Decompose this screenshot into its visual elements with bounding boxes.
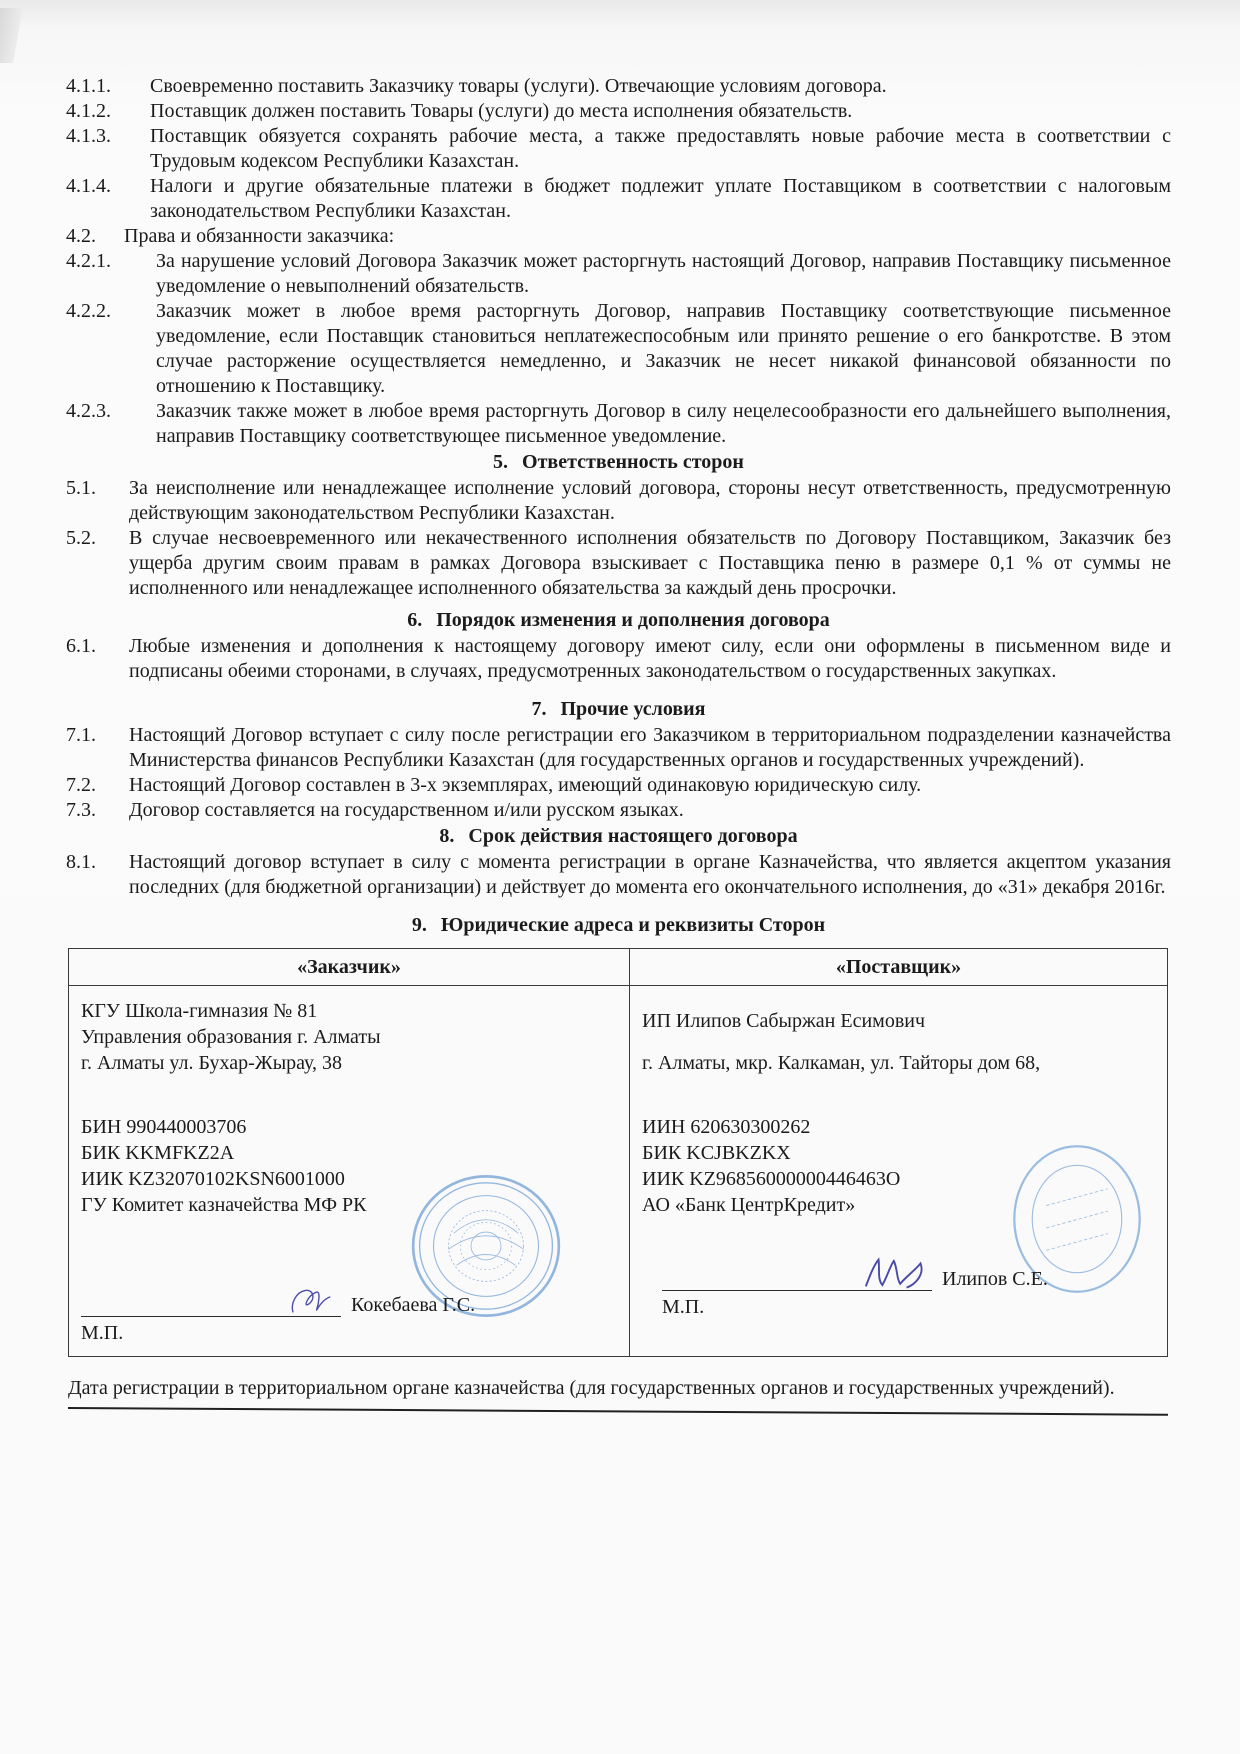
supplier-seal-label: М.П. (662, 1296, 705, 1318)
section-title: Срок действия настоящего договора (468, 825, 798, 847)
supplier-iik: ИИК KZ96856000000446463О (642, 1168, 901, 1190)
customer-signature-line (81, 1316, 341, 1317)
clause-number: 4.1.1. (66, 75, 111, 97)
section-heading-6 (66, 608, 1171, 633)
supplier-signature-line (662, 1290, 932, 1291)
clause-number: 6.1. (66, 635, 96, 657)
clause-4-1-1 (66, 74, 1171, 99)
clause-4-1-3 (66, 124, 1171, 174)
customer-body (69, 986, 629, 1356)
clause-text: За нарушение условий Договора Заказчик может расторгнуть настоящий Договор, направив Поставщику письменное уведомление о невыполнений обязательств. (156, 250, 1171, 297)
supplier-signature-scribble (862, 1256, 932, 1290)
clause-number: 4.1.2. (66, 100, 111, 122)
customer-header: «Заказчик» (69, 949, 629, 986)
clause-4-1-4 (66, 174, 1171, 224)
clause-text: Настоящий Договор составлен в 3-х экземплярах, имеющий одинаковую юридическую силу. (129, 774, 922, 796)
clause-text: Договор составляется на государственном и/или русском языках. (129, 799, 684, 821)
clause-number: 8.1. (66, 851, 96, 873)
supplier-bank-block (642, 1114, 1155, 1218)
clause-7-3 (66, 798, 1171, 823)
customer-name-block (81, 998, 617, 1076)
section-title: Прочие условия (560, 698, 706, 720)
clause-4-2-3 (66, 399, 1171, 449)
clause-number: 7.3. (66, 799, 96, 821)
page-fold-shadow (0, 8, 28, 63)
clause-4-2-1 (66, 249, 1171, 299)
customer-bank-block (81, 1114, 617, 1218)
clause-7-2 (66, 773, 1171, 798)
clause-text: Заказчик также может в любое время расторгнуть Договор в силу нецелесообразности его дальнейшего выполнения, направив Поставщику соответствующее письменное уведомление. (156, 400, 1171, 447)
clause-text: Любые изменения и дополнения к настоящему договору имеют силу, если они оформлены в письменном виде и подписаны обеими сторонами, в случаях, предусмотренных законодательством о государственных закупках. (129, 635, 1171, 682)
section-title: Юридические адреса и реквизиты Сторон (440, 914, 826, 936)
registration-date-line (68, 1407, 1168, 1416)
section-title: Ответственность сторон (522, 451, 744, 473)
clause-number: 5.1. (66, 477, 96, 499)
section-heading-8 (66, 824, 1171, 849)
clause-5-2 (66, 526, 1171, 601)
section-number: 8. (439, 825, 455, 847)
clause-7-1 (66, 723, 1171, 773)
customer-column (69, 949, 630, 1356)
clause-text: Налоги и другие обязательные платежи в бюджет подлежит уплате Поставщиком в соответствии с налоговым законодательством Республики Казахстан. (150, 175, 1171, 222)
customer-iik: ИИК KZ32070102KSN6001000 (81, 1168, 345, 1190)
customer-signature-scribble (281, 1286, 341, 1316)
clause-6-1 (66, 634, 1171, 684)
treasury-registration-note: Дата регистрации в территориальном органе казначейства (для государственных органов и государственных учреждений). (68, 1377, 1115, 1399)
clause-number: 4.2. (66, 225, 96, 247)
clause-text: Заказчик может в любое время расторгнуть Договор, направив Поставщику соответствующие письменное уведомление, если Поставщик становиться неплатежеспособным или принято решение о его банкротстве. В этом случае расторжение осуществляется немедленно, и Заказчик не несет никакой финансовой обязанности по отношению к Поставщику. (156, 300, 1171, 397)
clause-text: За неисполнение или ненадлежащее исполнение условий договора, стороны несут ответственность, предусмотренную действующим законодательством Республики Казахстан. (129, 477, 1171, 524)
section-number: 5. (493, 451, 509, 473)
customer-signatory: Кокебаева Г.С. (351, 1294, 476, 1316)
customer-seal-label: М.П. (81, 1322, 124, 1344)
supplier-name: ИП Илипов Сабыржан Есимович (642, 1010, 926, 1032)
clause-number: 7.2. (66, 774, 96, 796)
customer-bik: БИК KKMFKZ2A (81, 1142, 235, 1164)
customer-address: г. Алматы ул. Бухар-Жырау, 38 (81, 1052, 343, 1074)
section-heading-7 (66, 697, 1171, 722)
supplier-address: г. Алматы, мкр. Калкаман, ул. Тайторы дом 68, (642, 1052, 1041, 1074)
clause-text: Настоящий Договор вступает с силу после регистрации его Заказчиком в территориальном подразделении казначейства Министерства финансов Республики Казахстан (для государственных органов и государственных учреждений). (129, 724, 1171, 771)
section-heading-5 (66, 450, 1171, 475)
clause-text: Права и обязанности заказчика: (124, 225, 395, 247)
clause-text: Поставщик обязуется сохранять рабочие места, а также предоставлять новые рабочие места в соответствии с Трудовым кодексом Республики Казахстан. (150, 125, 1171, 172)
section-number: 9. (411, 914, 427, 936)
section-title: Порядок изменения и дополнения договора (436, 609, 830, 631)
clause-5-1 (66, 476, 1171, 526)
section-heading-9 (66, 913, 1171, 938)
supplier-iin: ИИН 620630300262 (642, 1116, 811, 1138)
section-number: 7. (531, 698, 547, 720)
contract-body (66, 74, 1171, 938)
clause-number: 7.1. (66, 724, 96, 746)
supplier-bank-name: АО «Банк ЦентрКредит» (642, 1194, 856, 1216)
clause-text: Своевременно поставить Заказчику товары (услуги). Отвечающие условиям договора. (150, 75, 887, 97)
clause-number: 4.1.4. (66, 175, 111, 197)
customer-name-line: КГУ Школа-гимназия № 81 (81, 1000, 318, 1022)
clause-number: 4.2.1. (66, 250, 111, 272)
clause-4-1-2 (66, 99, 1171, 124)
supplier-column (630, 949, 1167, 1356)
clause-number: 4.2.3. (66, 400, 111, 422)
section-number: 6. (407, 609, 423, 631)
clause-text: Настоящий договор вступает в силу с момента регистрации в органе Казначейства, что является акцептом указания последних (для бюджетной организации) и действует до момента его окончательного исполнения, до «31» декабря 2016г. (129, 851, 1171, 898)
clause-4-2-2 (66, 299, 1171, 399)
customer-bin: БИН 990440003706 (81, 1116, 247, 1138)
customer-bank-name: ГУ Комитет казначейства МФ РК (81, 1194, 367, 1216)
clause-number: 4.2.2. (66, 300, 111, 322)
clause-4-2 (66, 224, 1171, 249)
supplier-signatory: Илипов С.Е. (942, 1268, 1048, 1290)
clause-8-1 (66, 850, 1171, 900)
clause-number: 5.2. (66, 527, 96, 549)
supplier-body (630, 986, 1167, 1356)
customer-signature-row (81, 1292, 617, 1348)
supplier-header: «Поставщик» (630, 949, 1167, 986)
supplier-signature-row (642, 1266, 1155, 1322)
requisites-table (68, 948, 1168, 1357)
clause-text: В случае несвоевременного или некачественного исполнения обязательств по Договору Поставщиком, Заказчик без ущерба другим своим правам в рамках Договора взыскивает с Поставщика пеню в размере 0,1 % от суммы не исполненного или ненадлежащее исполненного обязательства за каждый день просрочки. (129, 527, 1171, 599)
customer-name-line: Управления образования г. Алматы (81, 1026, 381, 1048)
supplier-bik: БИК KCJBKZKX (642, 1142, 791, 1164)
clause-number: 4.1.3. (66, 125, 111, 147)
clause-text: Поставщик должен поставить Товары (услуги) до места исполнения обязательств. (150, 100, 853, 122)
